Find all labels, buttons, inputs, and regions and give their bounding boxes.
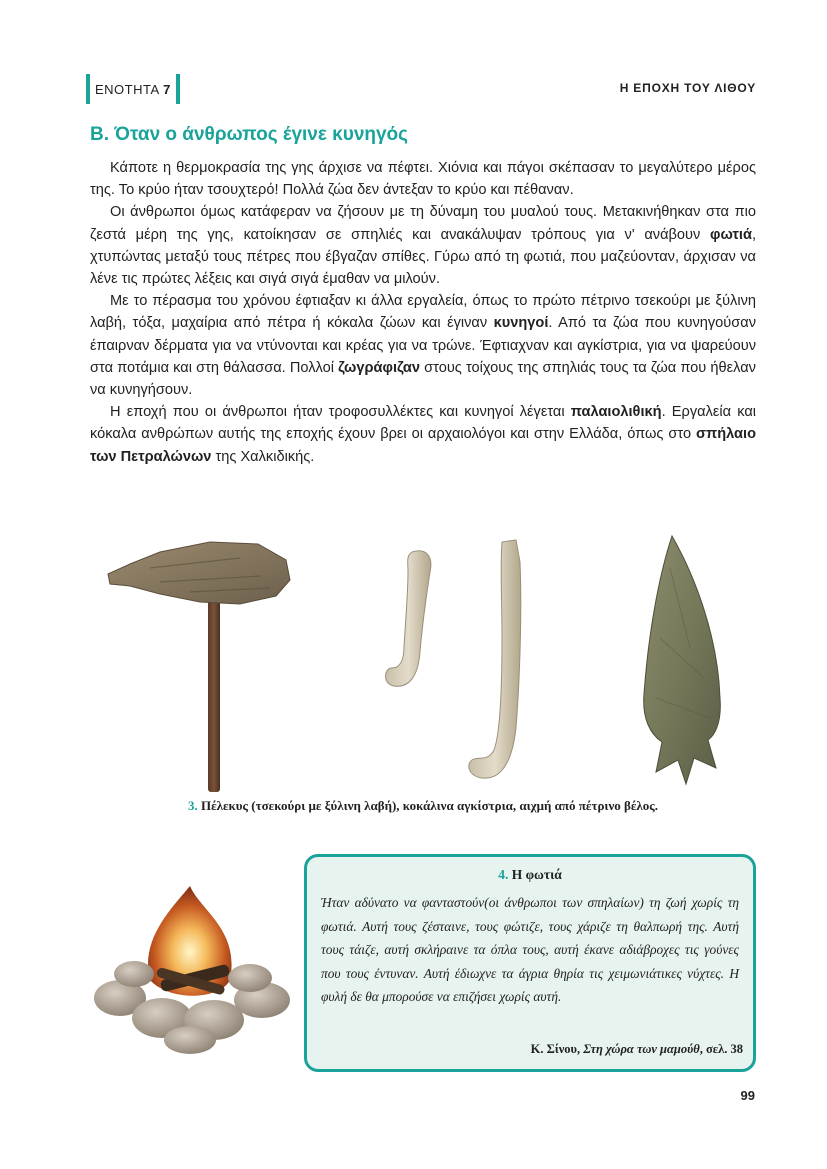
stone-arrowhead-image [644,536,721,784]
tools-figure [90,528,756,808]
unit-header [86,74,180,104]
unit-label: ΕΝΟΤΗΤΑ 7 [95,81,171,97]
campfire-image [90,880,295,1060]
section-title: Β. Όταν ο άνθρωπος έγινε κυνηγός [90,124,409,145]
paragraph-1: Κάποτε η θερμοκρασία της γης άρχισε να πέφτει. Χιόνια και πάγοι σκέπασαν το μεγαλύτερο μέρος της. Το κρύο ήταν τσουχτερό! Πολλά ζώα δεν άντεξαν το κρύο και πέθαναν. [90,160,756,199]
header-bar-right [176,74,180,104]
quote-text: Ήταν αδύνατο να φανταστούν(οι άνθρωποι των σπηλαίων) τη ζωή χωρίς τη φωτιά. Αυτή τους ζέσταινε, τους φώτιζε, τους χάριζε τη θαλπωρή της. Αυτή τους τάιζε, αυτή σκλήραινε τα όπλα τους, αυτή έκανε αδιάβροχες τις γούνες που τους έντυναν. Αυτή έδιωχνε τα άγρια θηρία τις χειμωνιάτικες νύχτες. Η φυλή δε θα μπορούσε να επιζήσει χωρίς αυτή. [321,895,739,1004]
paragraph-3: Με το πέρασμα του χρόνου έφτιαξαν κι άλλα εργαλεία, όπως το πρώτο πέτρινο τσεκούρι με ξύλινη λαβή, τόξα, μαχαίρια από πέτρα ή κόκαλα ζώων και έγιναν κυνηγοί. Από τα ζώα που κυνηγούσαν έπαιρναν δέρματα για να ντύνονται και κρέας για να τρώνε. Έφτιαχναν και αγκίστρια, για να ψαρεύουν στα ποτάμια και στη θάλασσα. Πολλοί ζωγράφιζαν στους τοίχους της σπηλιάς τους τα ζώα που ήθελαν να κυνηγήσουν. [90,293,756,399]
bone-hook-large-image [469,540,521,778]
paragraph-2: Οι άνθρωποι όμως κατάφεραν να ζήσουν με τη δύναμη του μυαλού τους. Μετακινήθηκαν στα πιο ζεστά μέρη της γης, κατοίκησαν σε σπηλιές και ανακάλυψαν τρόπους για ν' ανάβουν φωτιά, χτυπώντας μεταξύ τους πέτρες που έβγαζαν σπίθες. Γύρω από τη φωτιά, που μαζεύονταν, άρχισαν να λένε τις πρώτες λέξεις και σιγά σιγά έμαθαν να μιλούν. [90,204,756,288]
quote-box [304,854,756,1072]
paragraph-4: Η εποχή που οι άνθρωποι ήταν τροφοσυλλέκτες και κυνηγοί λέγεται παλαιολιθική. Εργαλεία και κόκαλα ανθρώπων αυτής της εποχής έχουν βρει οι αρχαιολόγοι και στην Ελλάδα, όπως στο σπήλαιο των Πετραλώνων της Χαλκιδικής. [90,404,756,465]
quote-source: Κ. Σίνου, Στη χώρα των μαμούθ, σελ. 38 [530,1042,743,1056]
body-text [90,157,756,468]
chapter-title: Η ΕΠΟΧΗ ΤΟΥ ΛΙΘΟΥ [619,81,756,95]
figure-3-caption: 3. Πέλεκυς (τσεκούρι με ξύλινη λαβή), κοκάλινα αγκίστρια, αιχμή από πέτρινο βέλος. [187,798,659,813]
quote-title: 4. Η φωτιά [498,867,562,882]
page-number: 99 [740,1088,755,1103]
axe-image [108,542,290,792]
bone-hook-small-image [386,551,431,686]
